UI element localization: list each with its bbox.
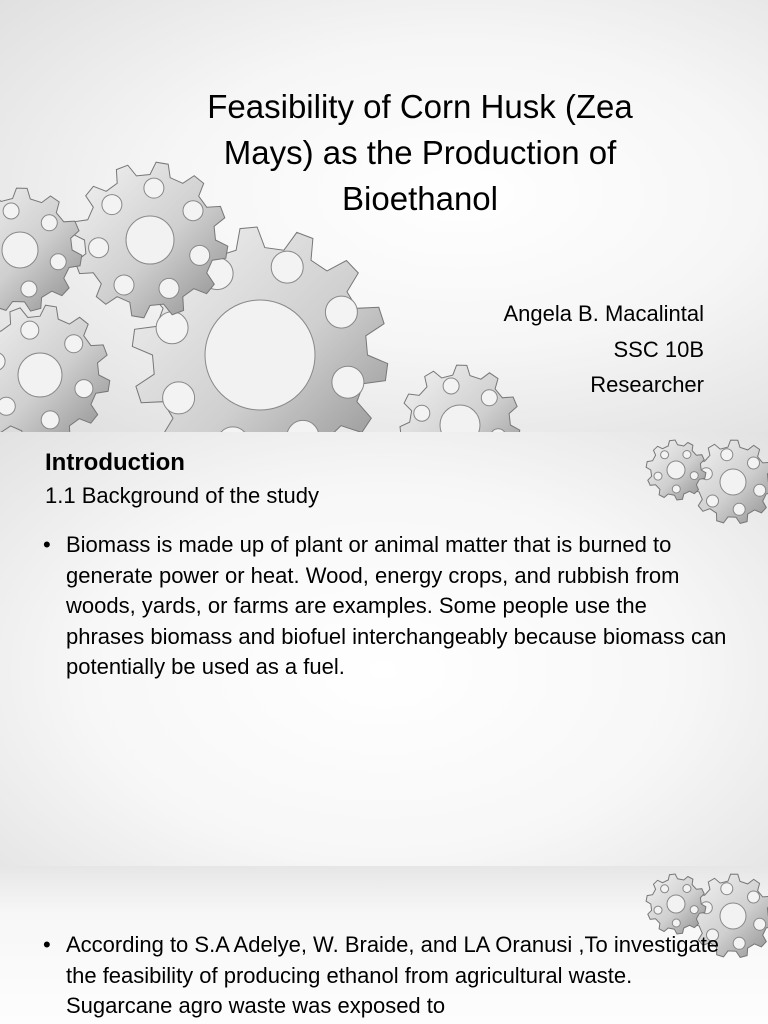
gear-hole <box>0 397 15 415</box>
author-name: Angela B. Macalintal <box>503 301 704 326</box>
gear-hole <box>707 495 719 507</box>
gear-hole <box>3 203 19 219</box>
gear-icon <box>0 305 110 432</box>
gear-hole <box>21 281 37 297</box>
gear-hole <box>332 366 364 398</box>
gear-hole <box>41 411 59 429</box>
author-role: Researcher <box>590 372 704 397</box>
author-section: SSC 10B <box>613 336 704 362</box>
bullet-text: Biomass is made up of plant or animal matter that is burned to generate power or heat. Wood, energy crops, and rubbish from woods, yards, or farms are examples. Some people use the phrases biomass and biofuel interchangeably because biomass can potentially be used as a fuel. <box>66 532 727 679</box>
gear-hole <box>414 405 430 421</box>
gear-hole <box>672 919 680 927</box>
section-heading: Introduction <box>45 449 185 476</box>
gear-hole <box>75 380 93 398</box>
gear-hole <box>654 906 662 914</box>
gear-hole <box>721 449 733 461</box>
gear-icon <box>0 188 82 311</box>
gear-hole <box>190 245 210 265</box>
gear-hole <box>163 382 195 414</box>
author-block <box>503 296 704 403</box>
gear-hole <box>683 885 691 893</box>
bullet-icon: • <box>43 932 51 957</box>
bullet-text: According to S.A Adelye, W. Braide, and LA Oranusi ,To investigate the feasibility of producing ethanol from agricultural waste. Sugarcane agro waste was exposed to <box>66 932 720 1018</box>
gear-hole <box>481 390 497 406</box>
gear-hole <box>156 312 188 344</box>
gear-hole <box>661 451 669 459</box>
gear-hole <box>89 238 109 258</box>
gear-hole <box>721 883 733 895</box>
title-slide <box>0 0 768 432</box>
gear-hole <box>754 918 766 930</box>
slide-title: Feasibility of Corn Husk (Zea Mays) as the Production of Bioethanol <box>207 88 633 217</box>
gear-hole <box>65 335 83 353</box>
gear-icon <box>400 365 520 432</box>
gear-icon <box>646 440 706 500</box>
gear-hole <box>733 503 745 515</box>
gear-hole <box>159 278 179 298</box>
gear-hole <box>672 485 680 493</box>
gear-hole <box>690 906 698 914</box>
gear-hole <box>748 457 760 469</box>
gear-hole <box>114 275 134 295</box>
gears-decoration <box>628 432 768 532</box>
section-subheading: 1.1 Background of the study <box>45 483 319 508</box>
gear-hole <box>661 885 669 893</box>
gear-hole <box>683 451 691 459</box>
gear-hole <box>41 215 57 231</box>
bullet-icon: • <box>43 532 51 557</box>
gear-hole <box>271 251 303 283</box>
gear-hole <box>21 321 39 339</box>
gear-hole <box>102 195 122 215</box>
gear-hole <box>733 937 745 949</box>
gear-hole <box>690 472 698 480</box>
gear-icon <box>646 874 706 934</box>
gear-hole <box>50 254 66 270</box>
gear-hole <box>443 378 459 394</box>
gear-hole <box>654 472 662 480</box>
gear-hole <box>754 484 766 496</box>
gear-icon <box>691 440 768 523</box>
gear-hole <box>325 296 357 328</box>
gear-hole <box>748 891 760 903</box>
